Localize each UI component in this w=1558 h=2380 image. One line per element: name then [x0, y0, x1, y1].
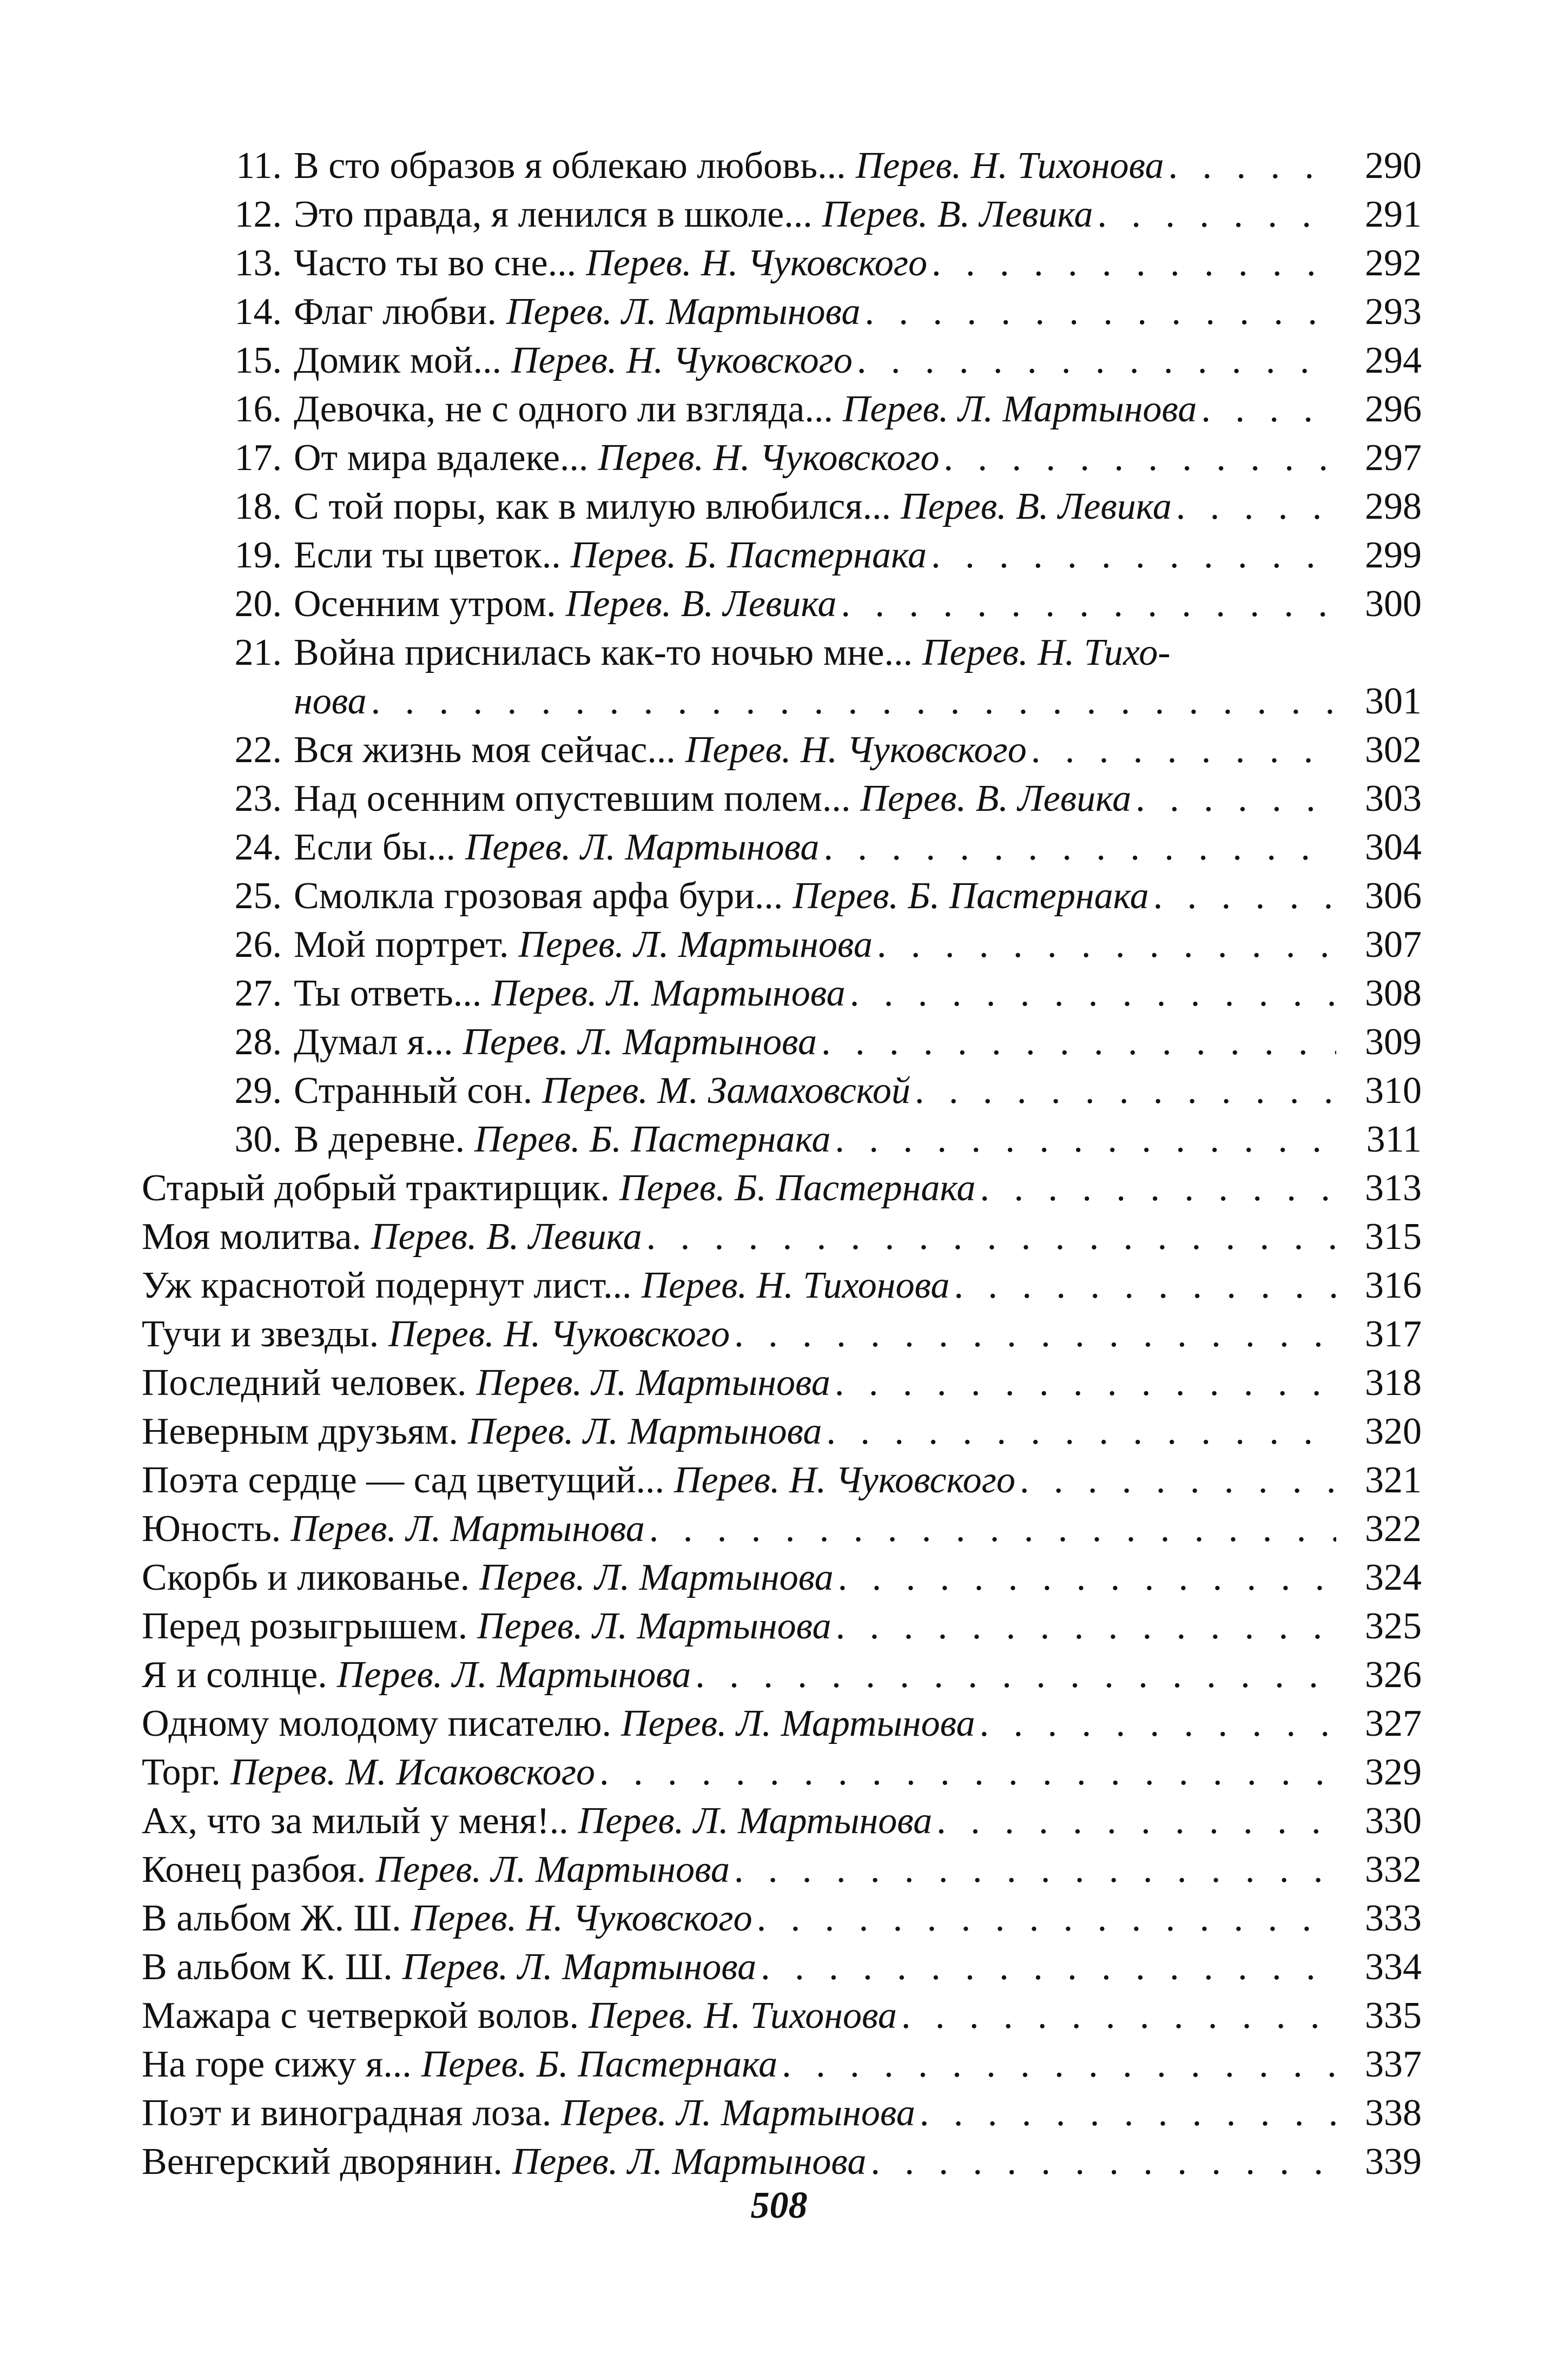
dot-leader [782, 2040, 1336, 2089]
entry-translator: Перев. В. Левика [371, 1216, 642, 1258]
toc-entry [0, 726, 1558, 775]
dot-leader [864, 288, 1336, 336]
dot-leader [901, 1992, 1336, 2040]
entry-number: 20. [234, 583, 282, 625]
entry-translator: Перев. Н. Чуковского [598, 437, 940, 479]
toc-entry [0, 531, 1558, 580]
entry-translator: Перев. Л. Мартынова [561, 2092, 915, 2134]
toc-entry [0, 1261, 1558, 1310]
toc-entry [0, 1748, 1558, 1797]
toc-entry [0, 2089, 1558, 2138]
entry-number: 24. [234, 827, 282, 868]
entry-page: 308 [1365, 973, 1422, 1014]
entry-page: 324 [1365, 1557, 1422, 1598]
entry-page: 329 [1365, 1751, 1422, 1793]
entry-number: 26. [234, 924, 282, 966]
entry-page: 327 [1365, 1703, 1422, 1744]
entry-title: Одному молодому писателю. [142, 1703, 612, 1744]
toc-entry [0, 1310, 1558, 1359]
toc-entry [0, 2040, 1558, 2089]
entry-translator: Перев. Н. Тихонова [589, 1995, 897, 2037]
entry-page: 320 [1365, 1411, 1422, 1452]
entry-number: 28. [234, 1021, 282, 1063]
dot-leader [943, 434, 1336, 482]
dot-leader [835, 1359, 1336, 1407]
entry-title: Мой портрет. [294, 924, 509, 966]
entry-translator: Перев. Л. Мартынова [463, 1021, 817, 1063]
entry-title: Торг. [142, 1751, 221, 1793]
entry-title: Перед розыгрышем. [142, 1605, 468, 1647]
entry-number: 16. [234, 388, 282, 430]
dot-leader [371, 677, 1336, 726]
dot-leader [838, 1553, 1336, 1602]
entry-title: Ах, что за милый у меня!.. [142, 1800, 569, 1842]
entry-page: 332 [1365, 1849, 1422, 1890]
toc-entry [0, 775, 1558, 823]
dot-leader [841, 580, 1336, 629]
entry-number: 21. [234, 632, 282, 673]
toc-entry [0, 190, 1558, 239]
entry-title: В альбом Ж. Ш. [142, 1898, 401, 1939]
toc-entry [0, 142, 1558, 190]
toc-entry [0, 580, 1558, 629]
entry-page: 333 [1365, 1898, 1422, 1939]
entry-number: 14. [234, 291, 282, 333]
entry-title: Думал я... [294, 1021, 453, 1063]
entry-translator: Перев. Н. Чуковского [411, 1898, 752, 1939]
dot-leader [1153, 872, 1336, 921]
dot-leader [821, 1018, 1336, 1067]
dot-leader [757, 1894, 1336, 1943]
entry-translator: Перев. Л. Мартынова [512, 2141, 867, 2183]
toc-entry [0, 1213, 1558, 1261]
entry-translator: Перев. В. Левика [565, 583, 837, 625]
toc-entry [0, 1700, 1558, 1748]
entry-number: 11. [236, 145, 282, 187]
entry-page: 317 [1365, 1313, 1422, 1355]
entry-translator: Перев. Л. Мартынова [621, 1703, 975, 1744]
toc-entry [0, 1359, 1558, 1407]
entry-number: 13. [234, 242, 282, 284]
entry-title: Я и солнце. [142, 1654, 327, 1696]
entry-page: 315 [1365, 1216, 1422, 1258]
dot-leader [695, 1651, 1336, 1700]
entry-title: На горе сижу я... [142, 2044, 412, 2085]
entry-title: Конец разбоя. [142, 1849, 366, 1890]
toc-entry [0, 677, 1558, 726]
dot-leader [826, 1407, 1336, 1456]
toc-entry [0, 1602, 1558, 1651]
entry-title: Вся жизнь моя сейчас... [294, 729, 676, 771]
entry-page: 299 [1365, 534, 1422, 576]
entry-page: 335 [1365, 1995, 1422, 2037]
dot-leader [1168, 142, 1336, 190]
entry-translator: Перев. Л. Мартынова [467, 1411, 822, 1452]
entry-translator: Перев. Б. Пастернака [570, 534, 927, 576]
entry-translator: Перев. В. Левика [860, 778, 1132, 819]
toc-entry [0, 1407, 1558, 1456]
entry-page: 293 [1365, 291, 1422, 333]
entry-title: В альбом К. Ш. [142, 1946, 393, 1988]
entry-title: Поэт и виноградная лоза. [142, 2092, 552, 2134]
entry-translator: Перев. Л. Мартынова [291, 1508, 645, 1550]
toc-entry [0, 1894, 1558, 1943]
dot-leader [836, 1602, 1336, 1651]
dot-leader [761, 1943, 1336, 1992]
toc-entry [0, 969, 1558, 1018]
toc-entry [0, 1797, 1558, 1846]
entry-number: 27. [234, 973, 282, 1014]
entry-title: Девочка, не с одного ли взгляда... [294, 388, 833, 430]
toc-entry [0, 239, 1558, 288]
toc-entry [0, 336, 1558, 385]
entry-page: 321 [1365, 1459, 1422, 1501]
entry-page: 290 [1365, 145, 1422, 187]
entry-translator: Перев. Л. Мартынова [336, 1654, 691, 1696]
entry-title: Моя молитва. [142, 1216, 361, 1258]
entry-page: 300 [1365, 583, 1422, 625]
dot-leader [980, 1700, 1336, 1748]
entry-number: 12. [234, 194, 282, 235]
dot-leader [646, 1213, 1336, 1261]
entry-page: 311 [1366, 1119, 1422, 1160]
entry-number: 17. [234, 437, 282, 479]
dot-leader [931, 531, 1336, 580]
entry-title: Смолкла грозовая арфа бури... [294, 875, 783, 917]
entry-translator: Перев. Л. Мартынова [465, 827, 820, 868]
page-number: 508 [750, 2185, 808, 2226]
entry-page: 303 [1365, 778, 1422, 819]
entry-title: С той поры, как в милую влюбился... [294, 486, 892, 527]
entry-number: 22. [234, 729, 282, 771]
toc-entry [0, 1067, 1558, 1115]
entry-title: Ты ответь... [294, 973, 482, 1014]
dot-leader [823, 823, 1336, 872]
dot-leader [877, 921, 1336, 969]
entry-translator: Перев. Л. Мартынова [476, 1362, 830, 1404]
entry-translator: Перев. М. Исаковского [230, 1751, 596, 1793]
entry-title: Последний человек. [142, 1362, 467, 1404]
entry-title: Если бы... [294, 827, 455, 868]
dot-leader [1031, 726, 1336, 775]
entry-title: Старый добрый трактирщик. [142, 1167, 610, 1209]
entry-title: Скорбь и ликованье. [142, 1557, 470, 1598]
entry-title: Над осенним опустевшим полем... [294, 778, 851, 819]
entry-page: 322 [1365, 1508, 1422, 1550]
dot-leader [936, 1797, 1336, 1846]
toc-entry [0, 1456, 1558, 1505]
entry-translator: Перев. Л. Мартынова [578, 1800, 933, 1842]
entry-translator: Перев. Б. Пастернака [793, 875, 1149, 917]
entry-translator: Перев. Л. Мартынова [375, 1849, 730, 1890]
entry-title: Если ты цветок.. [294, 534, 561, 576]
toc-entry [0, 1992, 1558, 2040]
entry-title: Война приснилась как-то ночью мне... [294, 632, 913, 673]
entry-title: В сто образов я облекаю любовь... [294, 145, 846, 187]
entry-number: 19. [234, 534, 282, 576]
entry-page: 337 [1365, 2044, 1422, 2085]
dot-leader [954, 1261, 1336, 1310]
entry-page: 330 [1365, 1800, 1422, 1842]
dot-leader [649, 1505, 1336, 1553]
entry-page: 304 [1365, 827, 1422, 868]
toc-entry [0, 1651, 1558, 1700]
entry-title: Осенним утром. [294, 583, 556, 625]
toc-entry [0, 2138, 1558, 2186]
entry-number: 29. [234, 1070, 282, 1112]
entry-title: Странный сон. [294, 1070, 533, 1112]
entry-translator: Перев. Б. Пастернака [619, 1167, 976, 1209]
dot-leader [1020, 1456, 1336, 1505]
entry-page: 294 [1365, 340, 1422, 381]
entry-page: 325 [1365, 1605, 1422, 1647]
dot-leader [857, 336, 1336, 385]
toc-entry [0, 1164, 1558, 1213]
entry-translator: нова [294, 680, 367, 722]
entry-page: 298 [1365, 486, 1422, 527]
dot-leader [1201, 385, 1336, 434]
entry-number: 18. [234, 486, 282, 527]
toc-entry [0, 921, 1558, 969]
entry-page: 310 [1365, 1070, 1422, 1112]
entry-title: Домик мой... [294, 340, 501, 381]
entry-page: 309 [1365, 1021, 1422, 1063]
dot-leader [1136, 775, 1336, 823]
dot-leader [932, 239, 1336, 288]
entry-page: 326 [1365, 1654, 1422, 1696]
entry-translator: Перев. Л. Мартынова [491, 973, 846, 1014]
dot-leader [1176, 482, 1336, 531]
entry-title: Флаг любви. [294, 291, 497, 333]
entry-translator: Перев. Б. Пастернака [474, 1119, 831, 1160]
entry-title: В деревне. [294, 1119, 465, 1160]
entry-translator: Перев. Н. Чуковского [511, 340, 853, 381]
entry-page: 292 [1365, 242, 1422, 284]
entry-title: Поэта сердце — сад цветущий... [142, 1459, 664, 1501]
entry-number: 30. [234, 1119, 282, 1160]
dot-leader [599, 1748, 1336, 1797]
entry-translator: Перев. Л. Мартынова [479, 1557, 834, 1598]
dot-leader [835, 1115, 1336, 1164]
entry-translator: Перев. М. Замаховской [542, 1070, 910, 1112]
entry-translator: Перев. Л. Мартынова [518, 924, 873, 966]
entry-page: 338 [1365, 2092, 1422, 2134]
toc-entry [0, 1115, 1558, 1164]
entry-translator: Перев. Н. Чуковского [685, 729, 1027, 771]
toc-entry [0, 1505, 1558, 1553]
entry-title: Мажара с четверкой волов. [142, 1995, 579, 2037]
entry-translator: Перев. В. Левика [822, 194, 1093, 235]
entry-translator: Перев. Л. Мартынова [477, 1605, 831, 1647]
entry-title: Часто ты во сне... [294, 242, 577, 284]
entry-page: 339 [1365, 2141, 1422, 2183]
entry-page: 297 [1365, 437, 1422, 479]
entry-translator: Перев. Н. Тихонова [641, 1265, 950, 1306]
entry-number: 15. [234, 340, 282, 381]
toc-entry [0, 1846, 1558, 1894]
entry-translator: Перев. Л. Мартынова [842, 388, 1197, 430]
entry-page: 302 [1365, 729, 1422, 771]
dot-leader [734, 1846, 1336, 1894]
dot-leader [850, 969, 1336, 1018]
dot-leader [870, 2138, 1336, 2186]
entry-translator: Перев. Л. Мартынова [402, 1946, 757, 1988]
entry-translator: Перев. Н. Тихонова [855, 145, 1164, 187]
entry-page: 318 [1365, 1362, 1422, 1404]
dot-leader [1097, 190, 1336, 239]
entry-title: Уж краснотой подернут лист... [142, 1265, 632, 1306]
entry-page: 316 [1365, 1265, 1422, 1306]
toc-entry [0, 629, 1558, 677]
entry-number: 23. [234, 778, 282, 819]
toc-entry [0, 434, 1558, 482]
toc-entry [0, 482, 1558, 531]
table-of-contents [0, 142, 1558, 2186]
entry-page: 296 [1365, 388, 1422, 430]
toc-entry [0, 1018, 1558, 1067]
dot-leader [980, 1164, 1336, 1213]
entry-translator: Перев. Н. Чуковского [586, 242, 928, 284]
entry-title: Это правда, я ленился в школе... [294, 194, 813, 235]
entry-page: 307 [1365, 924, 1422, 966]
toc-entry [0, 872, 1558, 921]
entry-page: 313 [1365, 1167, 1422, 1209]
entry-translator: Перев. Н. Тихо- [922, 632, 1171, 673]
dot-leader [915, 1067, 1336, 1115]
entry-translator: Перев. В. Левика [901, 486, 1172, 527]
toc-entry [0, 1553, 1558, 1602]
entry-translator: Перев. Л. Мартынова [506, 291, 861, 333]
entry-translator: Перев. Б. Пастернака [421, 2044, 778, 2085]
entry-page: 301 [1365, 680, 1422, 722]
entry-translator: Перев. Н. Чуковского [674, 1459, 1015, 1501]
entry-title: Венгерский дворянин. [142, 2141, 503, 2183]
entry-page: 334 [1365, 1946, 1422, 1988]
toc-entry [0, 1943, 1558, 1992]
toc-entry [0, 823, 1558, 872]
dot-leader [920, 2089, 1336, 2138]
toc-entry [0, 385, 1558, 434]
entry-title: Неверным друзьям. [142, 1411, 458, 1452]
entry-title: От мира вдалеке... [294, 437, 589, 479]
entry-page: 291 [1365, 194, 1422, 235]
entry-page: 306 [1365, 875, 1422, 917]
toc-entry [0, 288, 1558, 336]
entry-translator: Перев. Н. Чуковского [388, 1313, 730, 1355]
entry-title: Юность. [142, 1508, 281, 1550]
entry-number: 25. [234, 875, 282, 917]
entry-title: Тучи и звезды. [142, 1313, 379, 1355]
dot-leader [734, 1310, 1336, 1359]
